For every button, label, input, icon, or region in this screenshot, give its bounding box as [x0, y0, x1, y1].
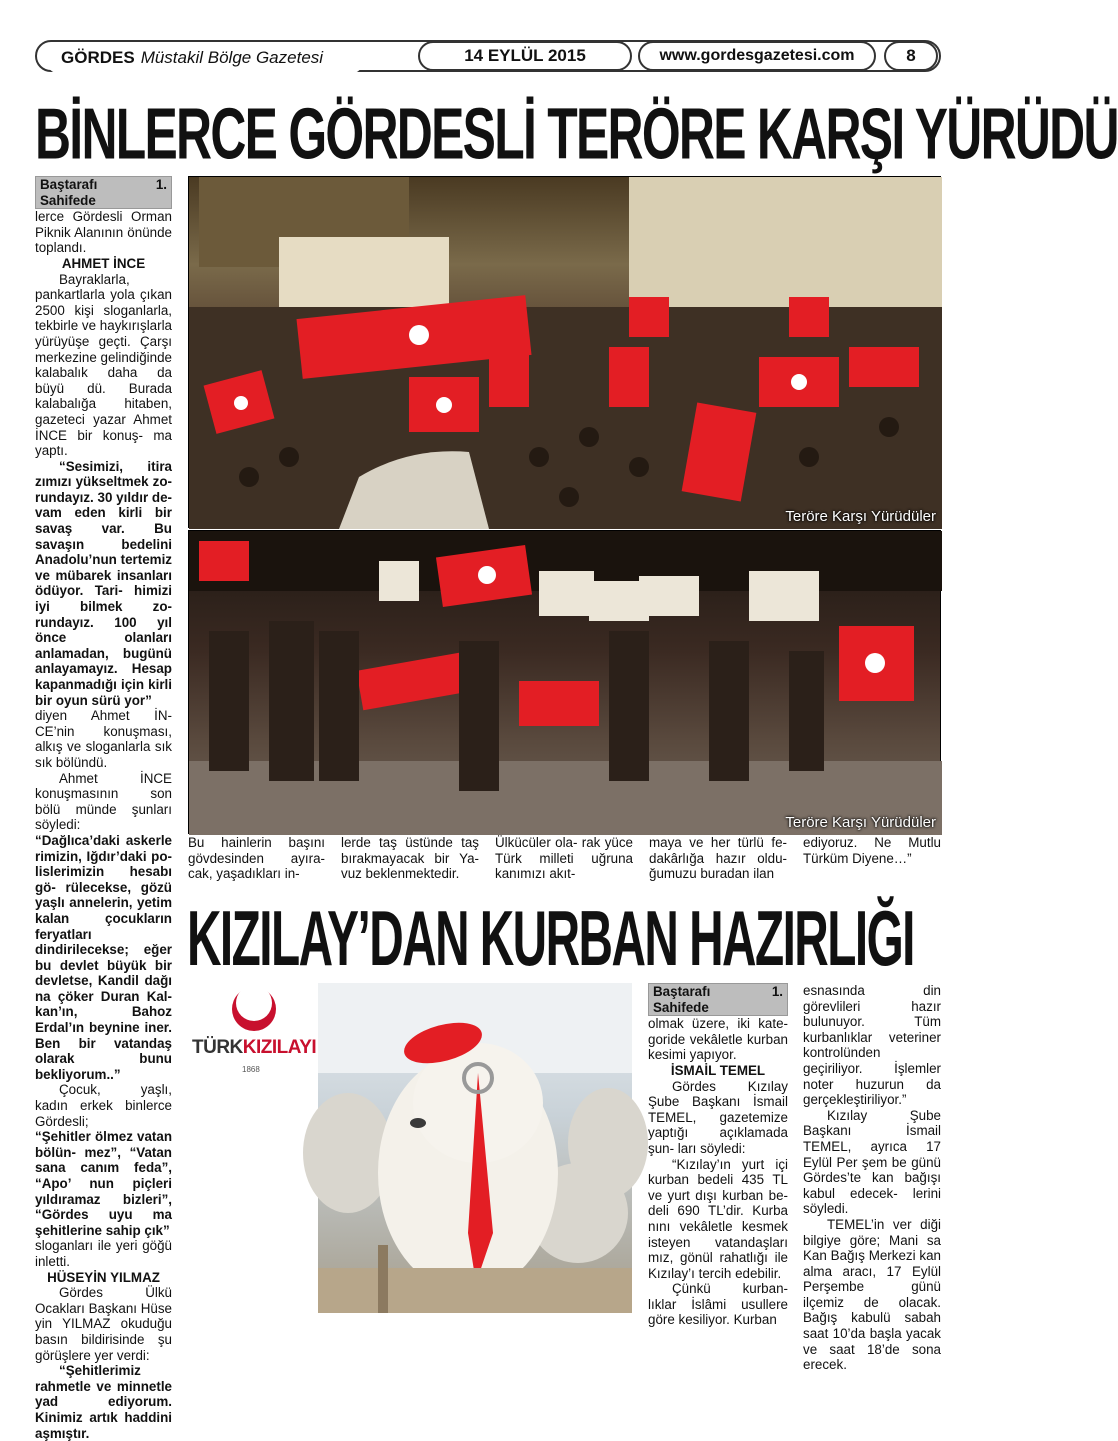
slogans: “Şehitler ölmez vatan bölün- mez”, “Vatan sana canım feda”, “Apo’ nun piçleri yıldıramaz bizleri”, “Gördes uyu ma şehitlerine sahip çık” — [35, 1129, 172, 1238]
quote: “Şehitlerimiz rahmetle ve minnetle yad ediyorum. Kinimiz artık haddini aşmıştır. — [35, 1363, 172, 1441]
crescent-icon — [224, 983, 284, 1035]
article1-bottom-col-2: lerde taş üstünde taş bırakmayacak bir Ya- vuz beklenmektedir. — [341, 835, 479, 882]
paragraph: Çocuk, yaşlı, kadın erkek binlerce Gördesli; — [35, 1082, 172, 1129]
newspaper-title — [45, 42, 365, 74]
paragraph: diyen Ahmet İN- CE’nin konuşması, alkış ve sloganlarla sık sık bölündü. — [35, 708, 172, 770]
paragraph: sloganları ile yeri göğü inletti. — [35, 1238, 172, 1269]
march-illustration — [189, 531, 942, 835]
logo-text: TÜRKKIZILAYI — [192, 1037, 317, 1058]
quote: “Sesimizi, itira zımızı yükseltmek zo- rundayız. 30 yıldır de- vam eden kirli bir savaş var. Bu savaşın bedelini Anadolu’nun tertemiz ve mübarek insanları ödüyor. Tari- himizi iyi bilmek zo- rundayız. 100 yıl önce olanları anlamadan, bugünü anlayamayız. Hesap kapanmadığı için kirli bir oyun sürü yor” — [35, 458, 172, 708]
article2-column-a — [648, 983, 788, 1328]
turk-kizilayi-logo — [190, 983, 316, 1079]
paper-name: GÖRDES — [61, 48, 135, 67]
paragraph: lerce Gördesli Orman Piknik Alanının önünde toplandı. — [35, 209, 172, 256]
march-women-photo — [188, 530, 941, 834]
continued-tag: Baştarafı 1. Sahifede — [35, 176, 172, 209]
photo-caption: Teröre Karşı Yürüdüler — [785, 814, 936, 831]
paragraph: TEMEL’in ver diği bilgiye göre; Mani sa Kan Bağış Merkezi kan alma aracı, 17 Eylül Perşembe günü ilçemiz de olacak. Bağış kabulü sabah saat 10’da başla yacak ve saat 18’de sona erecek. — [803, 1216, 941, 1373]
paragraph: Gördes Ülkü Ocakları Başkanı Hüse yin YILMAZ okuduğu basın bildirisinde şu görüşlere yer verdi: — [35, 1285, 172, 1363]
quote: “Dağlıca’daki askerle rimizin, Iğdır’daki po- lislerimizin hesabı gö- rülecekse, gözü yaşlı annelerin, yetim kalan çocukların feryatları dindirilecekse; eğer bu devlet büyük bir devletse, Kandil dağı na çöker Duran Kal- kan’ın, Bahoz Erdal’ın beynine iner. Ben bir vatandaş olarak bunu bekliyorum..” — [35, 832, 172, 1082]
issue-date: 14 EYLÜL 2015 — [418, 41, 632, 71]
article1-bottom-col-1: Bu hainlerin başını gövdesinden ayıra- cak, yaşadıkları in- — [188, 835, 325, 882]
page-number: 8 — [884, 41, 938, 71]
march-crowd-photo — [188, 176, 941, 528]
logo-year: 1868 — [242, 1065, 260, 1074]
article1-column — [35, 176, 172, 1441]
article1-bottom-col-3: Ülkücüler ola- rak yüce Türk milleti uğruna kanımızı akıt- — [495, 835, 633, 882]
photo-caption: Teröre Karşı Yürüdüler — [785, 508, 936, 525]
paragraph: Gördes Kızılay Şube Başkanı İsmail TEMEL, gazetemize yaptığı açıklamada şun- ları söyledi: — [648, 1078, 788, 1156]
subheading-huseyin-yilmaz: HÜSEYİN YILMAZ — [47, 1269, 160, 1285]
subheading-ahmet-ince: AHMET İNCE — [61, 255, 146, 271]
sheep-illustration — [318, 983, 632, 1313]
article1-bottom-col-4: maya ve her türlü fe- dakârlığa hazır oldu- ğumuzu buradan ilan — [649, 835, 787, 882]
continued-tag: Baştarafı 1. Sahifede — [648, 983, 788, 1016]
paragraph: Çünkü kurban- lıklar İslâmi usullere göre kesiliyor. Kurban — [648, 1281, 788, 1328]
article2-column-b — [803, 983, 941, 1373]
paragraph: Bayraklarla, pankartlarla yola çıkan 2500 kişi sloganlarla, tekbirle ve haykırışlarla yürüyüşe geçti. Çarşı merkezine gelindiğinde kalabalık daha da büyü dü. Burada kalabalığa hitaben, gazeteci yazar Ahmet İNCE bir konuş- ma yaptı. — [35, 271, 172, 459]
article1-headline: BİNLERCE GÖRDESLİ TERÖRE KARŞI YÜRÜDÜ — [35, 93, 1118, 175]
paper-subtitle: Müstakil Bölge Gazetesi — [140, 48, 324, 67]
paragraph: Ahmet İNCE konuşmasının son bölü münde şunları söyledi: — [35, 770, 172, 833]
website-link[interactable]: www.gordesgazetesi.com — [638, 41, 876, 71]
article2-headline: KIZILAY’DAN KURBAN HAZIRLIĞI — [187, 896, 914, 983]
paragraph: Kızılay Şube Başkanı İsmail TEMEL, ayrıca 17 Eylül Per şem be günü Gördes’te kan bağışı kabul edecek- lerini söyledi. — [803, 1107, 941, 1217]
quote: “Kızılay’ın yurt içi kurban bedeli 435 TL ve yurt dışı kurban be- deli 690 TL’dir. Kurba nını vekâletle kesmek isteyen vatandaşları mız, gönül rahatlığı ile Kızılay’ı tercih edebilir. — [648, 1156, 788, 1281]
article1-bottom-col-5: ediyoruz. Ne Mutlu Türküm Diyene…” — [803, 835, 941, 866]
subheading-ismail-temel: İSMAİL TEMEL — [670, 1062, 766, 1078]
paragraph: olmak üzere, iki kate- goride vekâletle kurban kesimi yapıyor. — [648, 1016, 788, 1063]
paragraph: esnasında din görevlileri hazır bulunuyor. Tüm kurbanlıklar veteriner kontrolünden geçiriliyor. İşlemler noter huzurun da gerçekleştiriliyor.” — [803, 983, 941, 1108]
crowd-illustration — [189, 177, 942, 529]
sacrifice-sheep-photo — [318, 983, 632, 1313]
